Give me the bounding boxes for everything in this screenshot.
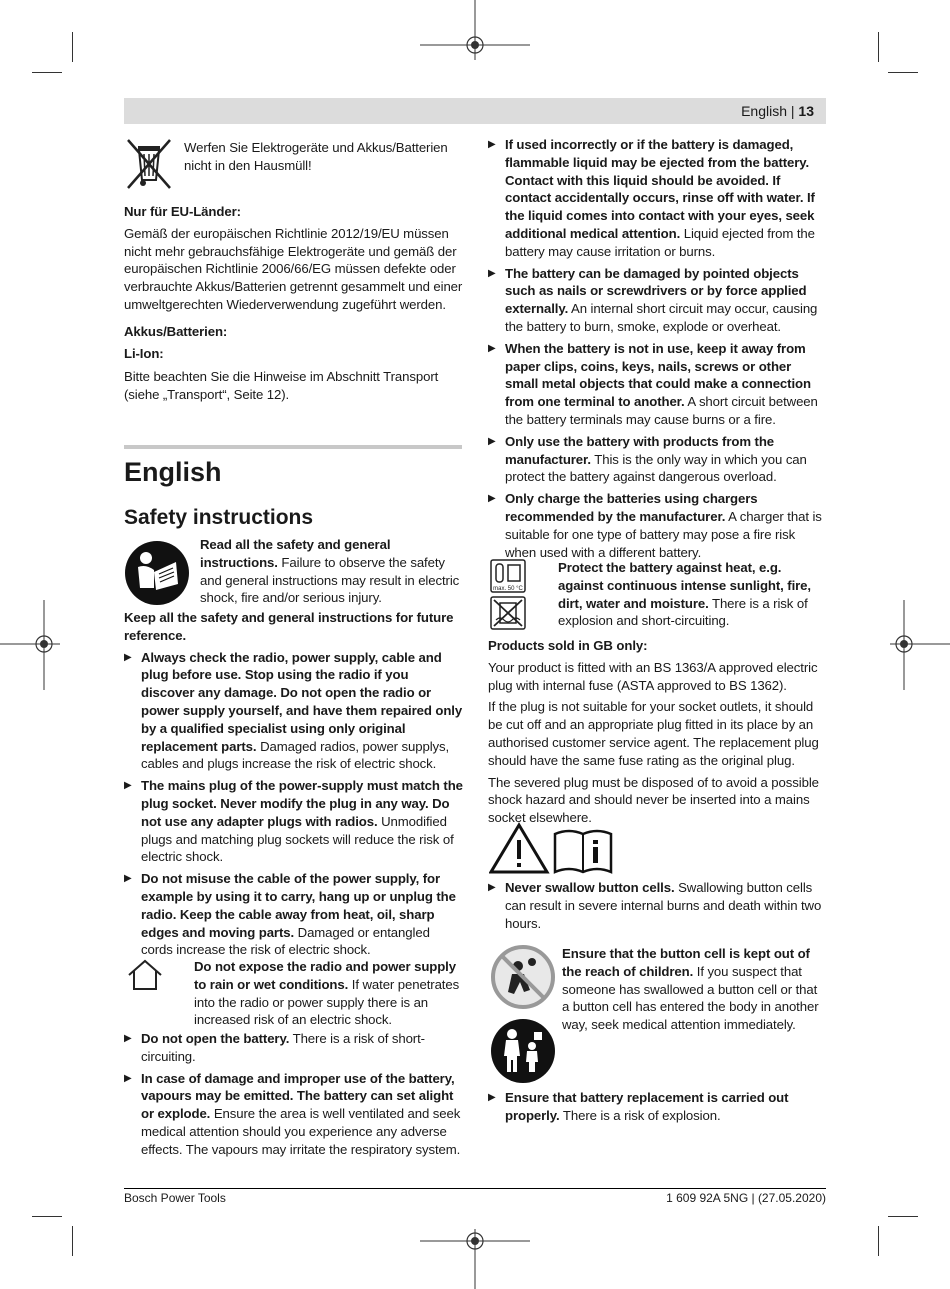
- indoor-use-house-icon: [126, 958, 164, 992]
- safety-item: [124, 649, 464, 774]
- crop-mark: [878, 1226, 879, 1256]
- liion-heading: Li-Ion:: [124, 345, 164, 361]
- children-warning: [562, 945, 827, 1038]
- safety-item-bold: Never swallow button cells.: [505, 880, 675, 895]
- safety-item-text: A charger that is suitable for one type of battery may pose a fire risk when used with a different battery.: [505, 508, 822, 560]
- safety-item-bold: Always check the radio, power supply, cable and plug before use. Stop using the radio if you discover any damage. Do not open the radio or power supply yourself, and have them repaired only by a qualified specialist using only original replacement parts.: [141, 649, 463, 754]
- keep-away-from-children-icon: [490, 1018, 556, 1084]
- keep-instructions: Keep all the safety and general instructions for future reference.: [124, 610, 454, 643]
- safety-item-bold: When the battery is not in use, keep it away from paper clips, coins, keys, nails, screws or other small metal objects that could make a connection from one terminal to another.: [505, 340, 811, 410]
- replacement-item: [488, 1089, 828, 1129]
- safety-item-text: Damaged or entangled cords increase the risk of electric shock.: [141, 924, 430, 958]
- registration-mark-icon: [420, 1229, 530, 1289]
- registration-mark-icon: [0, 600, 60, 690]
- safety-item-text: Unmodified plugs and matching plug sockets will reduce the risk of electric shock.: [141, 813, 454, 865]
- crop-mark: [878, 32, 879, 62]
- safety-item: [488, 136, 826, 261]
- read-instructions: [200, 536, 463, 611]
- safety-item-bold: The battery can be damaged by pointed objects such as nails or screwdrivers or by force applied externally.: [505, 265, 807, 317]
- safety-item-bold: In case of damage and improper use of the battery, vapours may be emitted. The battery can set alight or explode.: [141, 1070, 455, 1122]
- section-divider: [124, 445, 462, 449]
- read-text: Failure to observe the safety and general instructions may result in electric shock, fire and/or serious injury.: [200, 554, 460, 606]
- safety-item: [488, 433, 826, 486]
- disposal-section: [124, 203, 464, 408]
- safety-item-bold: Do not misuse the cable of the power supply, for example by using it to carry, hang up or unplug the radio. Keep the cable away from heat, oil, sharp edges and moving parts.: [141, 871, 456, 940]
- safety-list-left: [124, 609, 464, 963]
- read-bold: Read all the safety and general instructions.: [200, 537, 391, 570]
- safety-item-bold: Only charge the batteries using chargers recommended by the manufacturer.: [505, 491, 758, 524]
- safety-item-text: A short circuit between the battery terminals may cause burns or a fire.: [505, 394, 818, 427]
- registration-mark-icon: [420, 0, 530, 60]
- safety-item: [124, 1030, 464, 1066]
- heat-bold: Protect the battery against heat, e.g. against continuous intense sunlight, fire, dirt, water and moisture.: [558, 560, 811, 611]
- gb-paragraph: The severed plug must be disposed of to avoid a possible shock hazard and should never be inserted into a mains socket elsewhere.: [488, 774, 819, 826]
- registration-mark-icon: [890, 600, 950, 690]
- footer-rule: [124, 1188, 826, 1189]
- eu-heading: Nur für EU-Länder:: [124, 204, 241, 219]
- crop-mark: [32, 72, 62, 73]
- safety-item-text: This is the only way in which you can protect the battery against dangerous overload.: [505, 451, 807, 485]
- safety-title: Safety instructions: [124, 506, 314, 529]
- safety-item: [488, 490, 826, 561]
- safety-list-left-2: [124, 1030, 464, 1163]
- english-title: English: [124, 457, 222, 487]
- akkus-heading: Akkus/Batterien:: [124, 323, 228, 339]
- footer-doc-number: 1 609 92A 5NG | (27.05.2020): [666, 1191, 826, 1205]
- crop-mark: [888, 1216, 918, 1217]
- crop-mark: [72, 32, 73, 62]
- safety-item-text: There is a risk of short-circuiting.: [141, 1031, 425, 1064]
- read-manual-icon: [124, 540, 190, 606]
- crop-mark: [72, 1226, 73, 1256]
- weee-text: Werfen Sie Elektrogeräte und Akkus/Batterien nicht in den Hausmüll!: [184, 140, 448, 173]
- gb-paragraph: If the plug is not suitable for your socket outlets, it should be cut off and an appropriate plug fitted in its place by an authorised customer service agent. The replacement plug should have the same fuse rating as the original plug.: [488, 699, 819, 768]
- eu-text: Gemäß der europäischen Richtlinie 2012/19/EU müssen nicht mehr gebrauchsfähige Elektrogeräte und gemäß der europäischen Richtlinie 2006/66/EG müssen defekte oder verbrauchte Akkus/Batterien getrennt gesammelt und einer umweltgerechten Wiederverwendung zugeführt werden.: [124, 225, 463, 312]
- children-bold: Ensure that the button cell is kept out of the reach of children.: [562, 946, 810, 979]
- safety-list-right: [488, 136, 826, 565]
- safety-item: [488, 340, 826, 429]
- gb-heading: Products sold in GB only:: [488, 638, 648, 653]
- rain-bold: Do not expose the radio and power supply to rain or wet conditions.: [194, 959, 456, 992]
- crop-mark: [888, 72, 918, 73]
- crossed-wheelie-bin-icon: [124, 138, 174, 190]
- safety-item-text: There is a risk of explosion.: [562, 1107, 721, 1123]
- page-header-bar: [124, 98, 826, 124]
- safety-item-bold: The mains plug of the power-supply must match the plug socket. Never modify the plug in any way. Do not use any adapter plugs with radios.: [141, 778, 463, 829]
- weee-note: [184, 139, 464, 179]
- safety-item: [488, 1089, 828, 1125]
- button-cell-item: [488, 879, 828, 936]
- heat-max-temperature-icon: [490, 559, 526, 593]
- safety-item: [124, 1070, 464, 1159]
- crop-mark: [32, 1216, 62, 1217]
- no-water-battery-icon: [490, 596, 526, 630]
- safety-item-text: Damaged radios, power supplys, cables and plugs increase the risk of electric shock.: [141, 738, 450, 772]
- children-text: If you suspect that someone has swallowed a button cell or that a button cell has entered the body in another way, seek medical attention immediately.: [562, 963, 819, 1033]
- safety-item-text: Ensure the area is well ventilated and seek medical attention should you experience any adverse effects. The vapours may irritate the respiratory system.: [141, 1106, 461, 1157]
- safety-item-bold: If used incorrectly or if the battery is damaged, flammable liquid may be ejected from the battery. Contact with this liquid should be avoided. If contact accidentally occurs, rinse off with water. If the liquid comes into contact with your eyes, seek additional medical attention.: [505, 137, 815, 241]
- heat-text: There is a risk of explosion and short-circuiting.: [558, 595, 808, 629]
- safety-item: [124, 870, 464, 959]
- safety-item-bold: Only use the battery with products from the manufacturer.: [505, 433, 775, 467]
- safety-item-text: Swallowing button cells can result in severe internal burns and death within two hours.: [505, 880, 822, 931]
- liion-text: Bitte beachten Sie die Hinweise im Abschnitt Transport (siehe „Transport“, Seite 12).: [124, 369, 439, 403]
- heat-icon-label: max. 50 °C: [493, 586, 523, 592]
- safety-item-text: Liquid ejected from the battery may cause irritation or burns.: [505, 225, 815, 259]
- gb-paragraph: Your product is fitted with an BS 1363/A approved electric plug with internal fuse (ASTA approved to BS 1362).: [488, 659, 818, 693]
- safety-item-bold: Ensure that battery replacement is carried out properly.: [505, 1090, 789, 1123]
- safety-item-text: An internal short circuit may occur, causing the battery to burn, smoke, explode or overheat.: [505, 301, 818, 334]
- rain-warning: [194, 958, 464, 1033]
- gb-section: [488, 637, 828, 831]
- safety-item-bold: Do not open the battery.: [141, 1031, 290, 1046]
- safety-item: [488, 265, 826, 336]
- page-header: English | 13: [741, 103, 814, 119]
- header-language: English: [741, 103, 787, 119]
- safety-item: [124, 777, 464, 866]
- warning-read-info-icon: [489, 822, 613, 874]
- safety-item: [488, 879, 828, 932]
- page-number: 13: [798, 103, 814, 119]
- heat-warning: [558, 559, 826, 634]
- rain-text: If water penetrates into the radio or power supply there is an increased risk of an electric shock.: [194, 976, 460, 1028]
- footer-brand: Bosch Power Tools: [124, 1191, 226, 1205]
- no-swallow-button-cell-icon: [490, 944, 556, 1010]
